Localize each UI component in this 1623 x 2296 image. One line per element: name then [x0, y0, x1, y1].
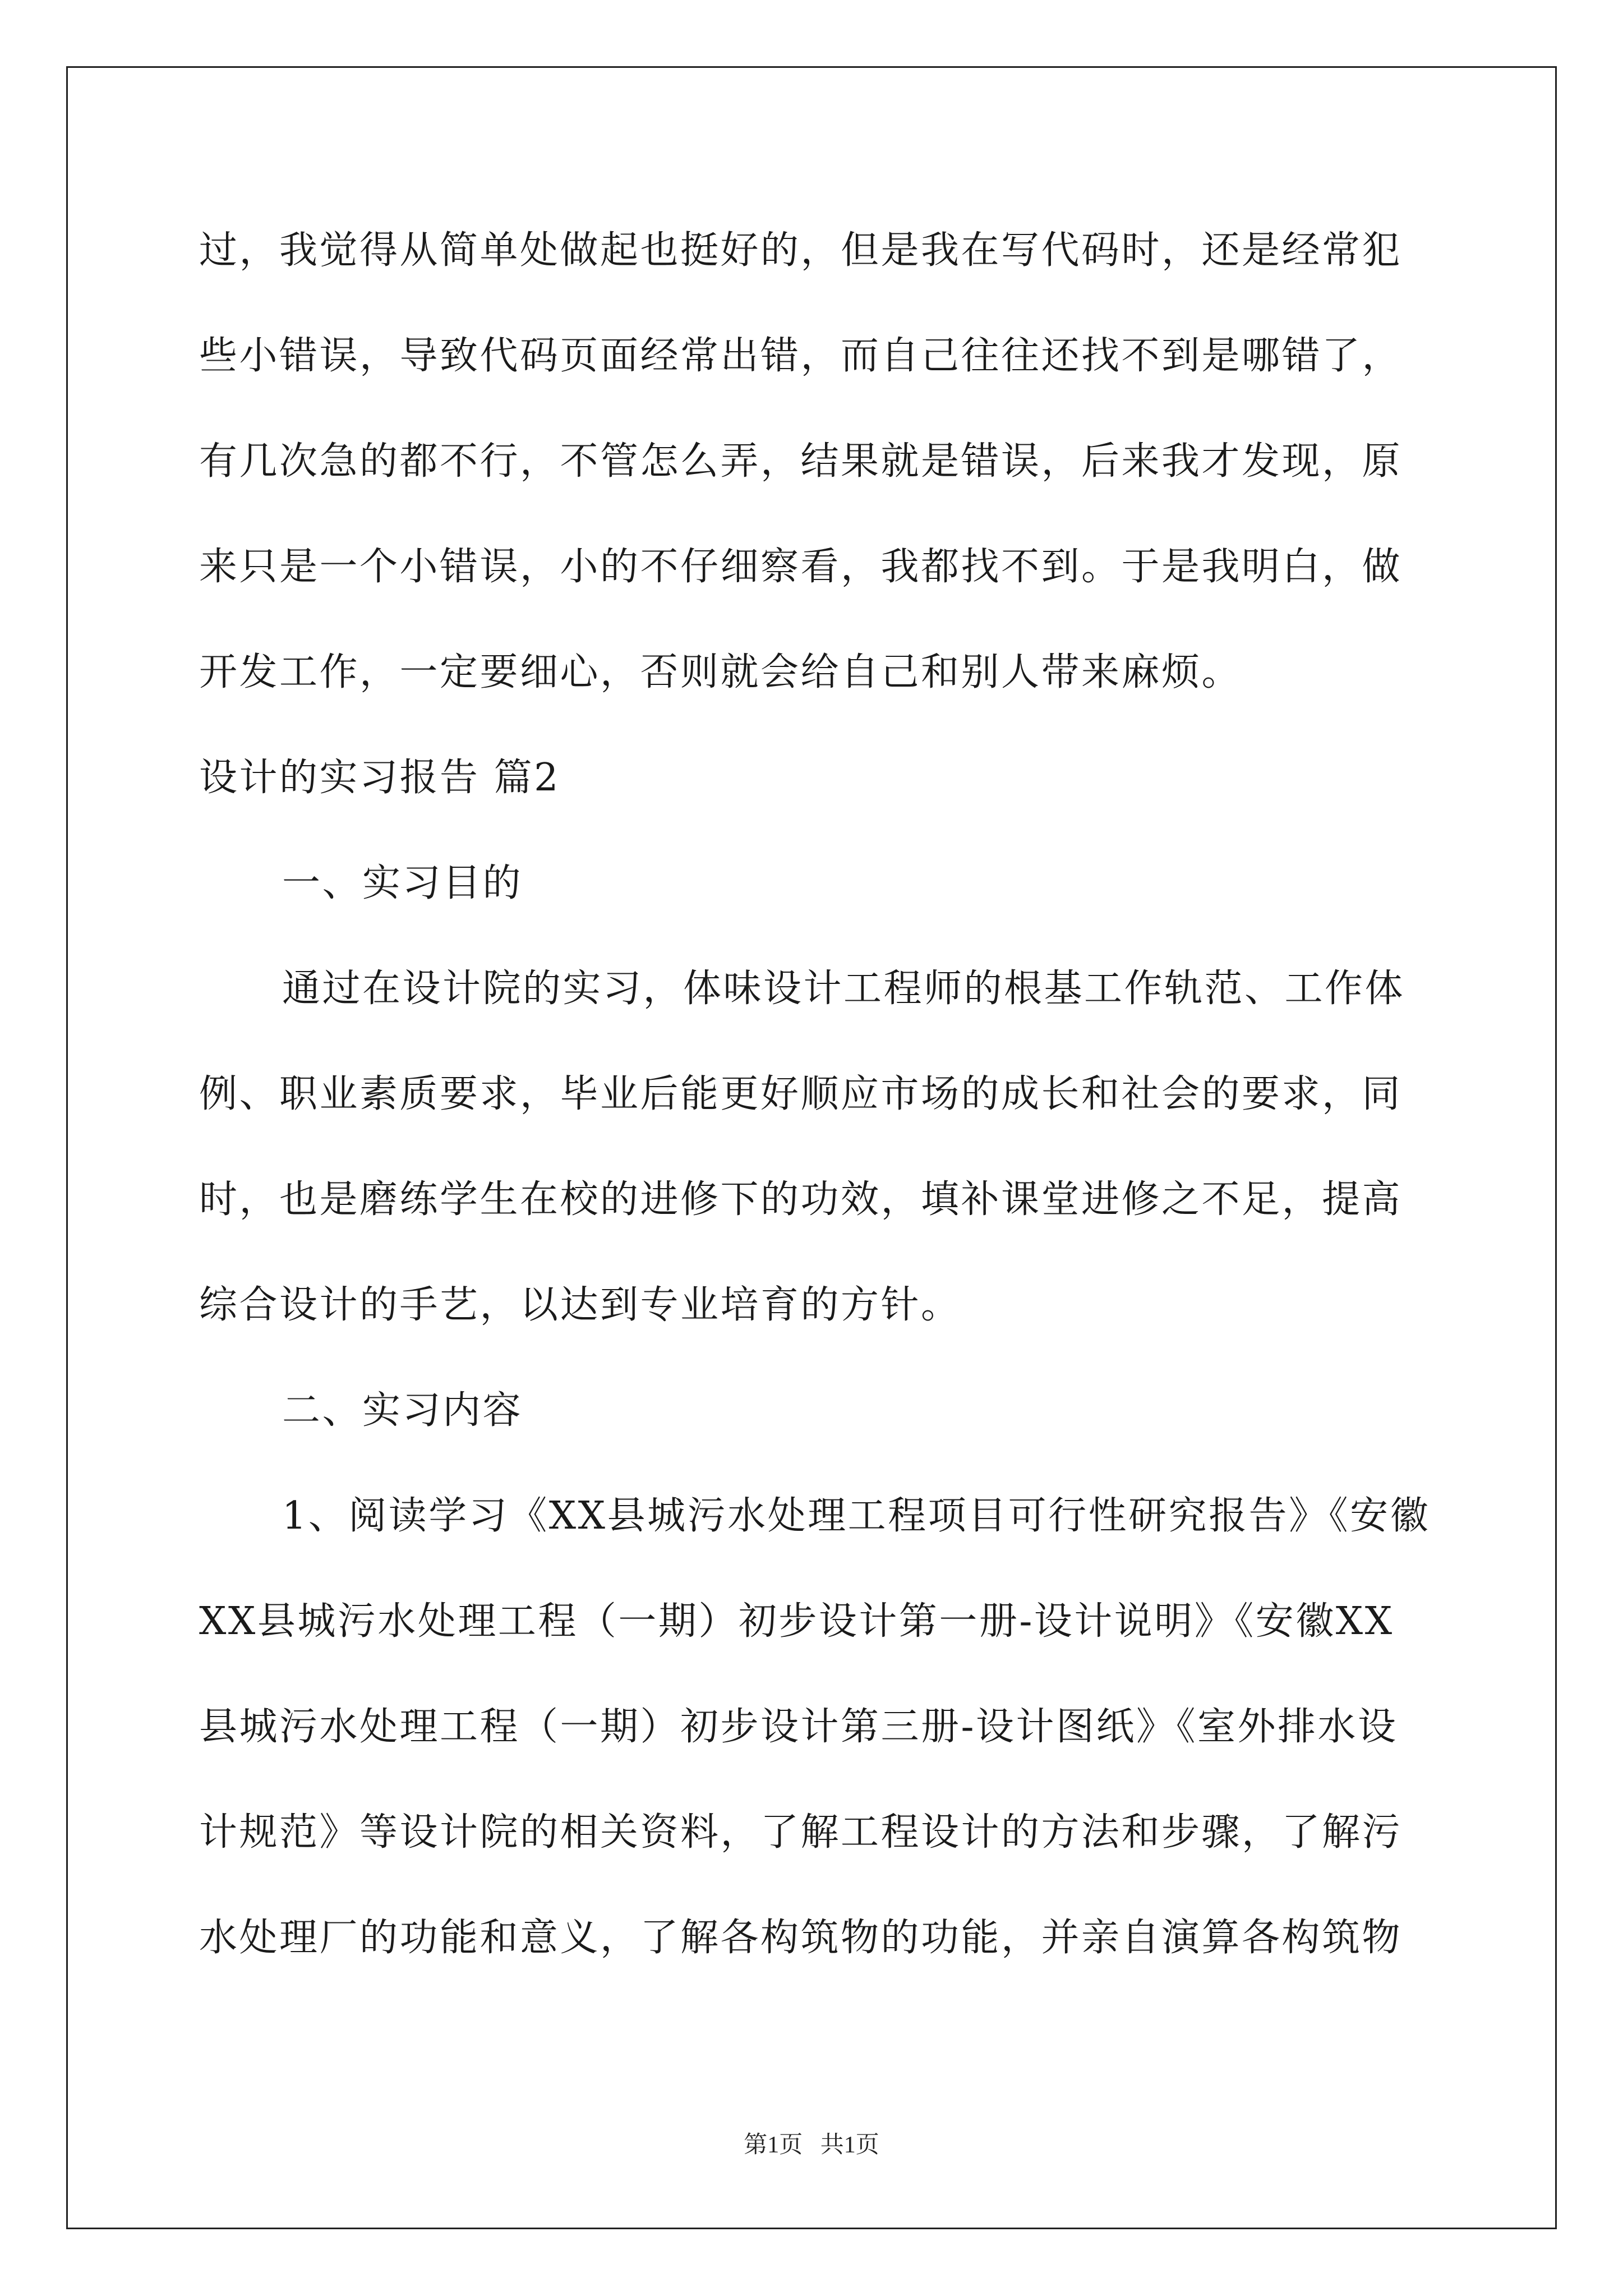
paragraph-line: 来只是一个小错误，小的不仔细察看，我都找不到。于是我明白，做	[199, 545, 1403, 589]
paragraph-line: 时，也是磨练学生在校的进修下的功效，填补课堂进修之不足，提高	[199, 1177, 1403, 1222]
document-body	[199, 222, 1431, 2014]
paragraph-line: 有几次急的都不行，不管怎么弄，结果就是错误，后来我才发现，原	[199, 439, 1403, 484]
paragraph-line: XX县城污水处理工程（一期）初步设计第一册-设计说明》《安徽XX	[199, 1599, 1394, 1644]
paragraph-line: 过，我觉得从简单处做起也挺好的，但是我在写代码时，还是经常犯	[199, 228, 1403, 273]
paragraph-line: 水处理厂的功能和意义，了解各构筑物的功能，并亲自演算各构筑物	[199, 1916, 1403, 1960]
page-footer: 第1页 共1页	[744, 2132, 879, 2158]
paragraph-line: 通过在设计院的实习，体味设计工程师的根基工作轨范、工作体	[282, 967, 1405, 1011]
heading-internship-content: 二、实习内容	[282, 1388, 523, 1433]
paragraph-line: 计规范》等设计院的相关资料，了解工程设计的方法和步骤，了解污	[199, 1810, 1403, 1855]
paragraph-line: 开发工作，一定要细心，否则就会给自己和别人带来麻烦。	[199, 650, 1242, 694]
paragraph-line: 县城污水处理工程（一期）初步设计第三册-设计图纸》《室外排水设	[199, 1705, 1398, 1749]
paragraph-line: 1、阅读学习《XX县城污水处理工程项目可行性研究报告》《安徽	[282, 1494, 1431, 1538]
heading-internship-purpose: 一、实习目的	[282, 861, 523, 905]
section-title: 设计的实习报告 篇2	[199, 756, 560, 800]
paragraph-line: 些小错误，导致代码页面经常出错，而自己往往还找不到是哪错了，	[199, 334, 1403, 378]
paragraph-line: 例、职业素质要求，毕业后能更好顺应市场的成长和社会的要求，同	[199, 1072, 1403, 1116]
paragraph-line: 综合设计的手艺，以达到专业培育的方针。	[199, 1283, 961, 1327]
